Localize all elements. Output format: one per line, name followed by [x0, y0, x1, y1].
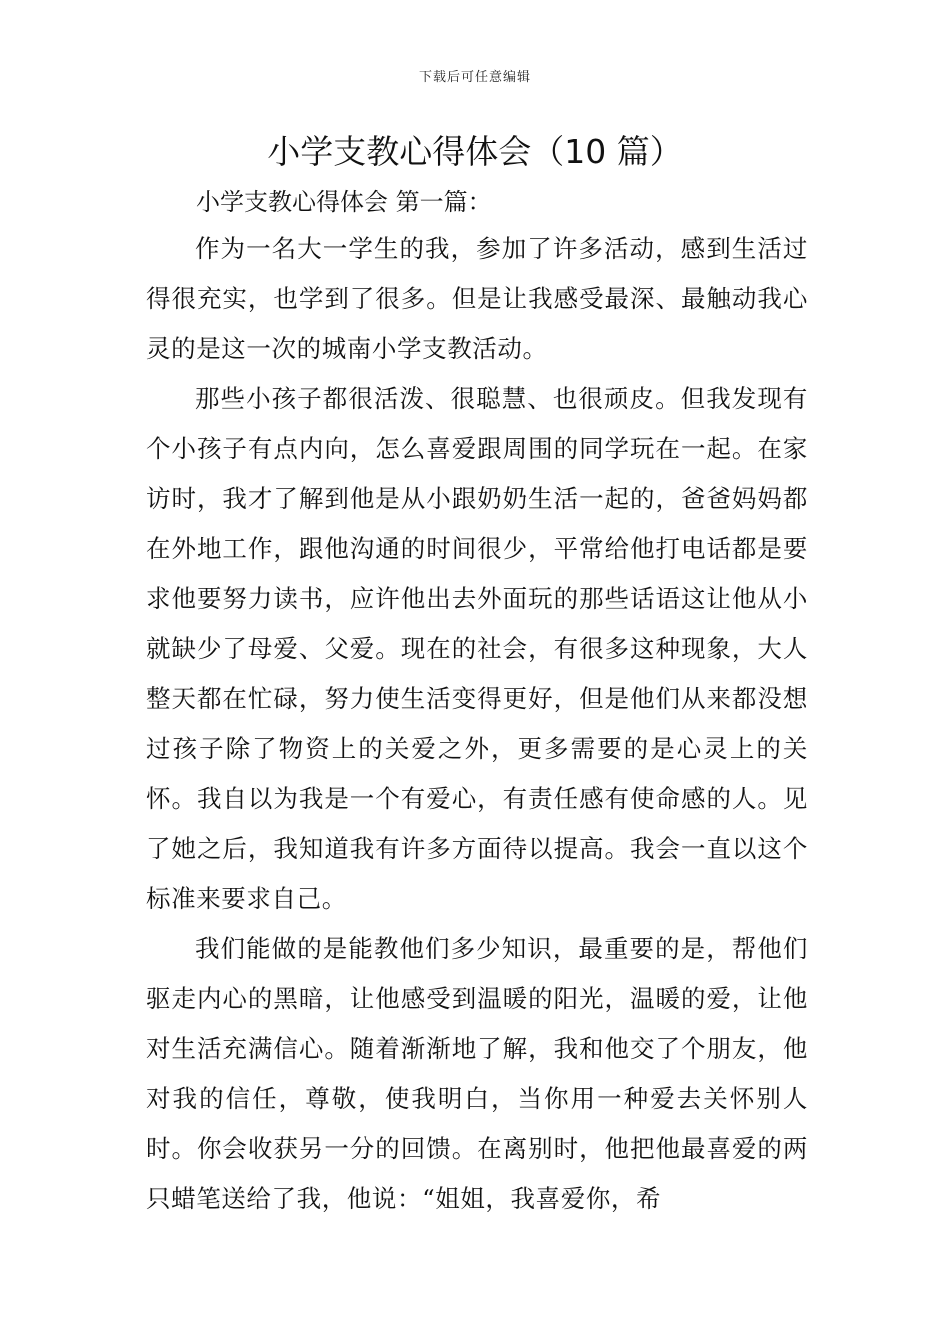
- paragraph-2: 那些小孩子都很活泼、很聪慧、也很顽皮。但我发现有个小孩子有点内向，怎么喜爱跟周围的同学玩在一起。在家访时，我才了解到他是从小跟奶奶生活一起的，爸爸妈妈都在外地工作，跟他沟通的时间很少，平常给他打电话都是要求他要努力读书，应许他出去外面玩的那些话语这让他从小就缺少了母爱、父爱。现在的社会，有很多这种现象，大人整天都在忙碌，努力使生活变得更好，但是他们从来都没想过孩子除了物资上的关爱之外，更多需要的是心灵上的关怀。我自以为我是一个有爱心，有责任感有使命感的人。见了她之后，我知道我有许多方面待以提高。我会一直以这个标准来要求自己。: [146, 384, 808, 913]
- section-heading: 小学支教心得体会 第一篇：: [196, 188, 492, 216]
- paragraph-1: 作为一名大一学生的我，参加了许多活动，感到生活过得很充实，也学到了很多。但是让我感受最深、最触动我心灵的是这一次的城南小学支教活动。: [146, 234, 808, 363]
- body-text: [146, 224, 808, 1224]
- page-header-note: 下载后可任意编辑: [418, 70, 531, 85]
- document-title: 小学支教心得体会（10 篇）: [267, 132, 683, 171]
- paragraph-3: 我们能做的是能教他们多少知识，最重要的是，帮他们驱走内心的黑暗，让他感受到温暖的阳光，温暖的爱，让他对生活充满信心。随着渐渐地了解，我和他交了个朋友，他对我的信任，尊敬，使我明白，当你用一种爱去关怀别人时。你会收获另一分的回馈。在离别时，他把他最喜爱的两只蜡笔送给了我，他说：“姐姐，我喜爱你，希: [146, 934, 808, 1213]
